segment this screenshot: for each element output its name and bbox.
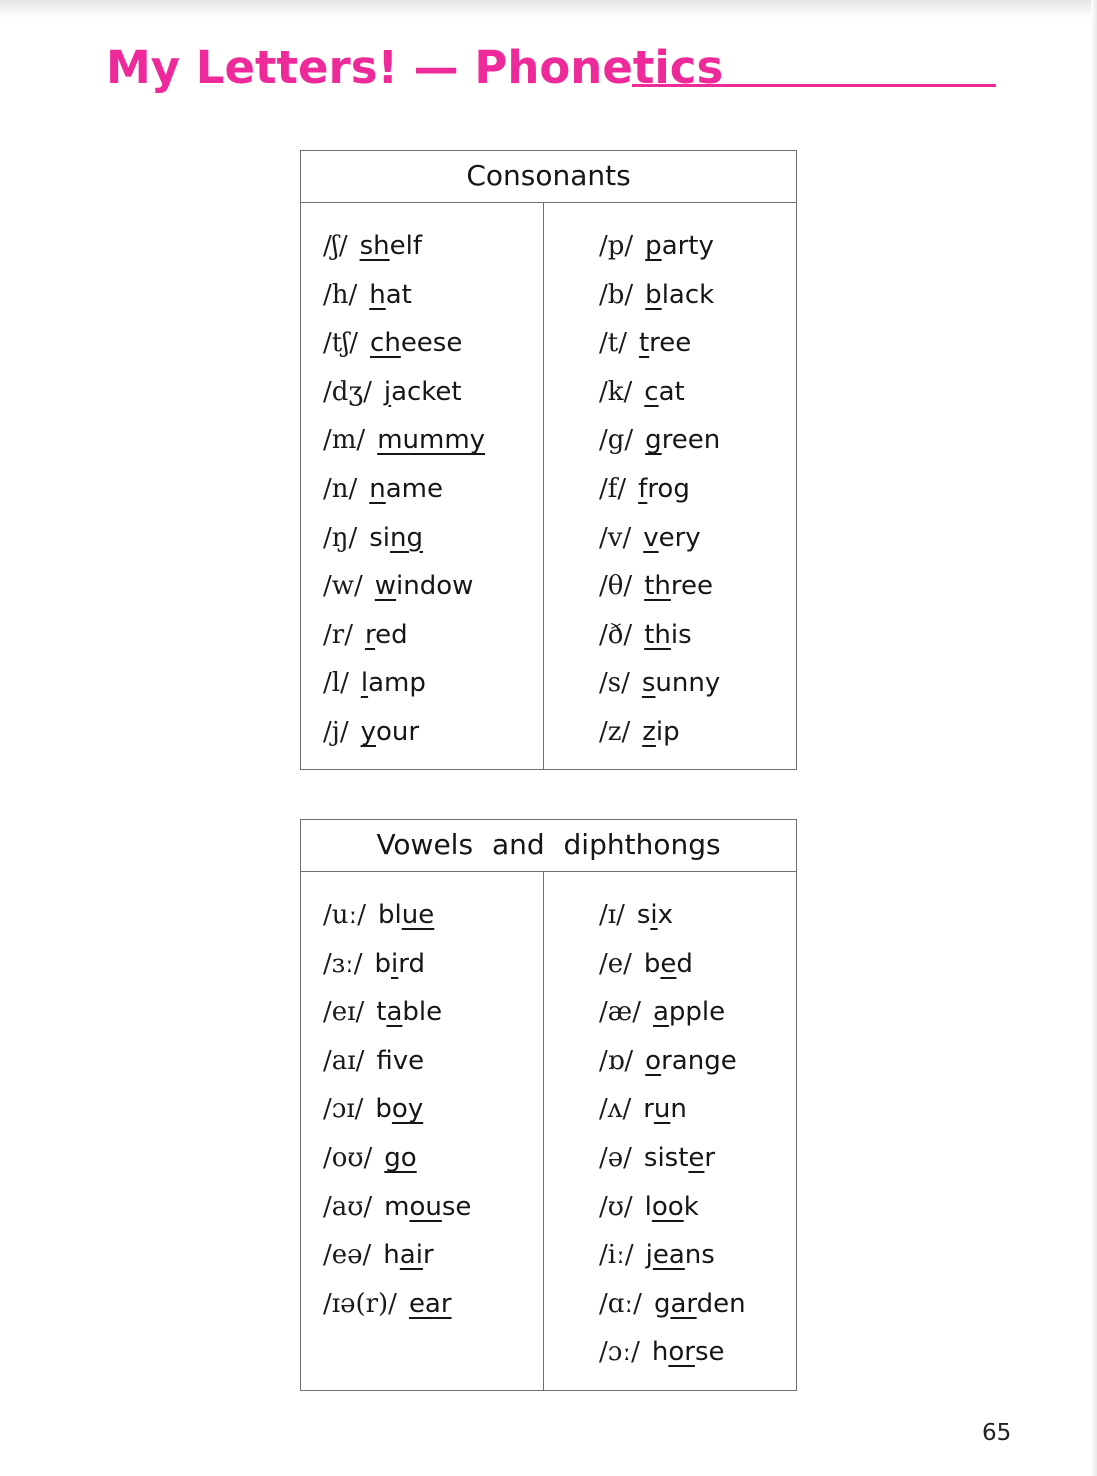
word-prefix: b	[374, 948, 392, 979]
underlined-letters: r	[364, 619, 376, 650]
underlined-letters: mummy	[377, 425, 486, 456]
word-prefix: s	[636, 900, 651, 930]
sound-row	[599, 222, 796, 271]
phonetic-symbol: /ə/	[599, 1142, 632, 1173]
example-word	[369, 280, 412, 310]
word-prefix: g	[653, 1288, 671, 1319]
sound-row	[323, 1085, 543, 1134]
phonetic-symbol: /ʌ/	[599, 1094, 632, 1125]
word-prefix: l	[644, 1191, 652, 1222]
underlined-letters: sh	[359, 231, 390, 261]
underlined-letters: ng	[390, 522, 424, 553]
consonants-left-column	[301, 203, 544, 770]
word-prefix: b	[375, 1094, 392, 1125]
sound-row	[323, 659, 543, 708]
phonetic-symbol: /ɒ/	[599, 1045, 634, 1076]
phonetic-symbol: /ʊ/	[599, 1191, 633, 1222]
word-prefix: t	[376, 997, 387, 1028]
word-suffix: amp	[368, 668, 426, 699]
sound-row	[599, 319, 796, 368]
example-word	[645, 280, 714, 310]
word-suffix: lack	[661, 279, 715, 310]
sound-row	[323, 1183, 543, 1232]
underlined-letters: c	[644, 376, 659, 407]
example-word	[369, 474, 443, 504]
example-word	[652, 1337, 725, 1367]
word-suffix: at	[385, 279, 412, 310]
phonetic-symbol: /ɪ/	[599, 900, 625, 930]
word-suffix: ery	[658, 522, 701, 553]
underlined-letters: ai	[399, 1240, 423, 1271]
phonetic-symbol: /ð/	[599, 619, 633, 650]
word-suffix: pple	[668, 997, 726, 1028]
underlined-letters: ou	[409, 1191, 442, 1222]
phonetic-symbol: /ŋ/	[323, 522, 358, 553]
example-word	[365, 620, 408, 650]
word-prefix: m	[384, 1191, 410, 1222]
word-prefix: b	[643, 948, 661, 979]
underlined-letters: th	[644, 619, 671, 650]
phonetic-symbol: /n/	[323, 473, 358, 504]
phonetic-symbol: /w/	[323, 571, 363, 602]
word-prefix: h	[651, 1337, 669, 1368]
example-word	[643, 1094, 687, 1124]
word-suffix: n	[670, 1094, 687, 1125]
phonetic-symbol: /l/	[323, 668, 349, 699]
sound-row	[599, 465, 796, 514]
underlined-letters: n	[369, 473, 386, 504]
page-number: 65	[982, 1420, 1012, 1446]
sound-row	[323, 1280, 543, 1329]
word-prefix: j	[645, 1240, 653, 1271]
phonetic-symbol: /g/	[599, 425, 634, 456]
page-edge-shadow	[0, 0, 1097, 18]
example-word	[643, 523, 700, 553]
phonetic-symbol: /ʃ/	[323, 231, 348, 261]
sound-row	[323, 222, 543, 271]
example-word	[360, 231, 422, 261]
sound-row	[323, 1037, 543, 1086]
example-word	[645, 231, 714, 261]
word-suffix: range	[661, 1045, 737, 1076]
underlined-letters: i	[650, 900, 658, 930]
underlined-letters: g	[645, 425, 662, 456]
word-suffix: ame	[385, 473, 444, 504]
word-suffix: our	[375, 716, 420, 747]
sound-row	[323, 465, 543, 514]
consonants-right-column	[544, 203, 796, 770]
sound-row	[599, 1280, 796, 1329]
underlined-letters: w	[374, 571, 397, 602]
phonetic-symbol: /oʊ/	[323, 1142, 373, 1173]
phonetic-symbol: /ɑː/	[599, 1288, 642, 1319]
sound-row	[599, 940, 796, 989]
phonetic-symbol: /j/	[323, 716, 349, 747]
example-word	[384, 377, 462, 407]
sound-row	[599, 611, 796, 660]
word-suffix: acket	[391, 376, 462, 407]
word-suffix: ree	[649, 328, 692, 359]
sound-row	[323, 416, 543, 465]
sound-row	[599, 1085, 796, 1134]
example-word	[646, 1240, 715, 1270]
example-word	[375, 1094, 423, 1124]
phonetic-symbol: /ɔː/	[599, 1337, 640, 1368]
sound-row	[599, 271, 796, 320]
sound-row	[323, 368, 543, 417]
sound-row	[323, 1134, 543, 1183]
sound-row	[323, 708, 543, 757]
sound-row	[599, 708, 796, 757]
phonetic-symbol: /θ/	[599, 571, 633, 602]
example-word	[644, 949, 693, 979]
title-underline-rule	[632, 84, 996, 87]
word-suffix: eese	[400, 328, 463, 359]
example-word	[644, 1143, 715, 1173]
word-suffix: rd	[398, 948, 426, 979]
underlined-letters: ea	[652, 1240, 685, 1271]
word-suffix: unny	[655, 668, 721, 699]
word-suffix: rog	[647, 473, 690, 504]
example-word	[370, 328, 462, 358]
word-suffix: ns	[684, 1240, 715, 1271]
word-suffix: ble	[402, 997, 443, 1028]
word-prefix: sist	[643, 1142, 689, 1173]
vowels-right-column	[544, 872, 796, 1391]
sound-row	[323, 562, 543, 611]
example-word	[644, 620, 691, 650]
example-word	[384, 1143, 416, 1173]
example-word	[409, 1289, 452, 1319]
underlined-letters: th	[644, 571, 671, 602]
example-word	[377, 425, 485, 455]
phonetic-symbol: /ɪə(r)/	[323, 1288, 397, 1319]
phonetic-symbol: /e/	[599, 948, 632, 979]
underlined-letters: e	[688, 1142, 705, 1173]
phonetic-symbol: /ɔɪ/	[323, 1094, 364, 1125]
phonetic-symbol: /aɪ/	[323, 1045, 365, 1076]
word-suffix: den	[696, 1288, 746, 1319]
example-word	[376, 997, 442, 1027]
example-word	[376, 1046, 424, 1076]
word-prefix: bl	[378, 900, 402, 930]
word-suffix: ed	[375, 619, 408, 650]
underlined-letters: ue	[401, 900, 435, 930]
underlined-letters: t	[638, 328, 650, 359]
underlined-letters: p	[645, 231, 662, 261]
phonetic-symbol: /æ/	[599, 997, 641, 1028]
example-word	[645, 1192, 699, 1222]
example-word	[375, 949, 426, 979]
underlined-letters: go	[384, 1142, 417, 1173]
underlined-letters: or	[668, 1337, 695, 1368]
example-word	[644, 571, 713, 601]
underlined-letters: a	[652, 997, 669, 1028]
sound-row	[599, 1183, 796, 1232]
underlined-letters: o	[645, 1045, 662, 1076]
underlined-letters: v	[643, 522, 659, 553]
sound-row	[599, 988, 796, 1037]
example-word	[375, 571, 474, 601]
phonetic-symbol: /ɜː/	[323, 948, 363, 979]
underlined-letters: h	[369, 279, 386, 310]
sound-row	[323, 611, 543, 660]
sound-row	[599, 416, 796, 465]
phonetic-symbol: /z/	[599, 716, 631, 747]
sound-row	[599, 514, 796, 563]
example-word	[361, 717, 419, 747]
word-suffix: ve	[392, 1045, 425, 1076]
vowels-left-column	[301, 872, 544, 1391]
phonetic-symbol: /k/	[599, 376, 633, 407]
example-word	[654, 1289, 746, 1319]
example-word	[653, 997, 725, 1027]
underlined-letters: a	[386, 997, 403, 1028]
sound-row	[323, 988, 543, 1037]
sound-row	[599, 1134, 796, 1183]
example-word	[384, 1192, 471, 1222]
word-suffix: elf	[389, 231, 422, 261]
word-suffix: se	[694, 1337, 725, 1368]
phonetic-symbol: /aʊ/	[323, 1191, 373, 1222]
sound-row	[323, 940, 543, 989]
underlined-letters: j	[383, 376, 392, 407]
underlined-letters: ch	[370, 328, 401, 359]
sound-row	[323, 319, 543, 368]
example-word	[383, 1240, 433, 1270]
page-title: My Letters! — Phonetics	[106, 41, 724, 94]
phonetic-symbol: /f/	[599, 473, 627, 504]
example-word	[639, 328, 691, 358]
underlined-letters: f	[638, 473, 648, 504]
example-word	[645, 1046, 737, 1076]
word-suffix: d	[676, 948, 693, 979]
sound-row	[323, 1231, 543, 1280]
underlined-letters: e	[660, 948, 677, 979]
underlined-letters: y	[360, 716, 376, 747]
example-word	[642, 717, 679, 747]
example-word	[644, 377, 684, 407]
underlined-letters: l	[360, 668, 369, 699]
phonetic-symbol: /iː/	[599, 1240, 634, 1271]
word-suffix: r	[704, 1142, 716, 1173]
underlined-letters: ar	[670, 1288, 697, 1319]
consonants-heading: Consonants	[301, 151, 796, 203]
word-prefix: r	[643, 1094, 654, 1125]
sound-row	[599, 562, 796, 611]
underlined-letters: s	[641, 668, 656, 699]
phonetic-symbol: /v/	[599, 522, 632, 553]
sound-row	[599, 891, 796, 940]
consonants-table	[300, 150, 797, 770]
word-prefix: si	[369, 522, 391, 553]
underlined-letters: b	[645, 279, 662, 310]
page-edge-shadow-right	[1091, 0, 1097, 1476]
sound-row	[599, 1037, 796, 1086]
word-suffix: is	[670, 619, 692, 650]
vowels-table	[300, 819, 797, 1391]
word-suffix: x	[657, 900, 674, 930]
sound-row	[323, 514, 543, 563]
word-suffix: r	[422, 1240, 434, 1271]
word-prefix: f	[376, 1045, 393, 1076]
underlined-letters: z	[642, 716, 656, 747]
phonetic-symbol: /eə/	[323, 1240, 372, 1271]
phonetic-symbol: /b/	[599, 279, 634, 310]
vowels-heading: Vowels and diphthongs	[301, 820, 796, 872]
sound-row	[599, 1231, 796, 1280]
word-suffix: se	[441, 1191, 472, 1222]
sound-row	[323, 271, 543, 320]
example-word	[637, 900, 673, 930]
sound-row	[599, 368, 796, 417]
word-suffix: k	[683, 1191, 699, 1222]
example-word	[369, 523, 423, 553]
phonetic-symbol: /t/	[599, 328, 627, 359]
phonetic-symbol: /h/	[323, 279, 358, 310]
underlined-letters: u	[653, 1094, 671, 1125]
word-prefix: h	[383, 1240, 400, 1271]
phonetic-symbol: /tʃ/	[323, 328, 359, 359]
phonetic-symbol: /dʒ/	[323, 376, 372, 407]
phonetic-symbol: /s/	[599, 668, 630, 699]
example-word	[645, 425, 720, 455]
phonetic-symbol: /p/	[599, 231, 634, 261]
underlined-letters: ear	[408, 1288, 452, 1319]
word-suffix: ip	[655, 716, 680, 747]
word-suffix: ree	[670, 571, 713, 602]
sound-row	[323, 891, 543, 940]
phonetic-symbol: /r/	[323, 619, 353, 650]
underlined-letters: i	[391, 948, 399, 979]
word-suffix: reen	[661, 425, 721, 456]
underlined-letters: oy	[391, 1094, 424, 1125]
phonetic-symbol: /eɪ/	[323, 997, 365, 1028]
example-word	[378, 900, 434, 930]
example-word	[638, 474, 690, 504]
word-suffix: indow	[396, 571, 474, 602]
word-suffix: at	[658, 376, 685, 407]
word-suffix: arty	[661, 231, 714, 261]
underlined-letters: oo	[651, 1191, 684, 1222]
sound-row	[599, 1328, 796, 1377]
example-word	[642, 668, 720, 698]
phonetic-symbol: /m/	[323, 425, 366, 456]
phonetic-symbol: /uː/	[323, 900, 367, 930]
sound-row	[599, 659, 796, 708]
example-word	[361, 668, 426, 698]
